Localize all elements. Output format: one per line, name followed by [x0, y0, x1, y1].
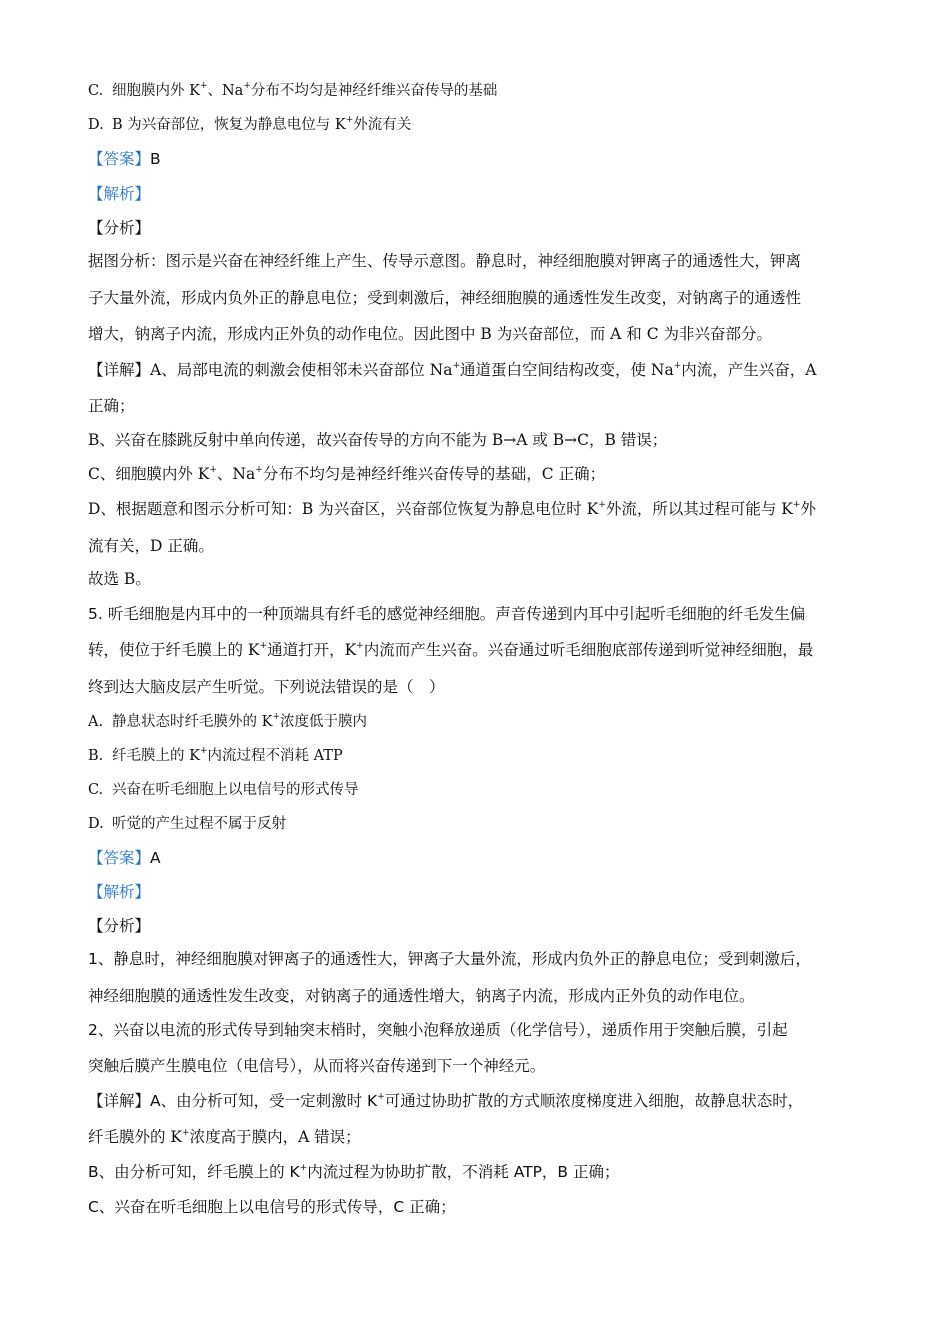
- q5-fenxi-line-2: 神经细胞膜的通透性发生改变，对钠离子的通透性增大，钠离子内流，形成内正外负的动作电位。: [88, 987, 755, 1005]
- q5-option-d: D. 听觉的产生过程不属于反射: [88, 816, 286, 832]
- q5-stem-line-3: 终到达大脑皮层产生听觉。下列说法错误的是（ ）: [88, 678, 445, 696]
- q5-detail-c: C、兴奋在听毛细胞上以电信号的形式传导，C 正确；: [88, 1198, 456, 1216]
- answer-value: B: [150, 150, 161, 168]
- q4-conclusion: 故选 B。: [88, 570, 151, 588]
- q5-detail-b: B、由分析可知，纤毛膜上的 K+内流过程为协助扩散，不消耗 ATP，B 正确；: [88, 1163, 620, 1181]
- q5-jiexi-tag: 【解析】: [88, 883, 151, 901]
- q4-detail-c: C、细胞膜内外 K+、Na+分布不均匀是神经纤维兴奋传导的基础，C 正确；: [88, 465, 606, 483]
- q4-fenxi-line-3: 增大，钠离子内流，形成内正外负的动作电位。因此图中 B 为兴奋部位，而 A 和 C 为非兴奋部分。: [88, 325, 773, 343]
- q5-detail-a-cont: 纤毛膜外的 K+浓度高于膜内，A 错误；: [88, 1128, 361, 1146]
- q5-fenxi-line-1: 1、静息时，神经细胞膜对钾离子的通透性大，钾离子大量外流，形成内负外正的静息电位；受到刺激后，: [88, 950, 811, 968]
- q4-detail-b: B、兴奋在膝跳反射中单向传递，故兴奋传导的方向不能为 B→A 或 B→C，B 错误；: [88, 431, 668, 449]
- q5-detail-a: 【详解】A、由分析可知，受一定刺激时 K+可通过协助扩散的方式顺浓度梯度进入细胞，故静息状态时，: [88, 1092, 804, 1110]
- q4-option-c: C. 细胞膜内外 K+、Na+分布不均匀是神经纤维兴奋传导的基础: [88, 81, 498, 99]
- q4-detail-d-cont: 流有关，D 正确。: [88, 537, 214, 555]
- q5-stem-line-1: 5. 听毛细胞是内耳中的一种顶端具有纤毛的感觉神经细胞。声音传递到内耳中引起听毛细胞的纤毛发生偏: [88, 605, 806, 623]
- q4-fenxi-line-1: 据图分析：图示是兴奋在神经纤维上产生、传导示意图。静息时，神经细胞膜对钾离子的通透性大，钾离: [88, 252, 802, 270]
- q4-answer: [88, 149, 161, 169]
- q5-option-a: A. 静息状态时纤毛膜外的 K+浓度低于膜内: [88, 712, 367, 730]
- answer-value: A: [150, 849, 161, 867]
- q5-fenxi-tag: 【分析】: [88, 917, 151, 935]
- q4-option-d: D. B 为兴奋部位，恢复为静息电位与 K+外流有关: [88, 115, 412, 133]
- q5-option-c: C. 兴奋在听毛细胞上以电信号的形式传导: [88, 782, 359, 798]
- q4-detail-a: 【详解】A、局部电流的刺激会使相邻未兴奋部位 Na+通道蛋白空间结构改变，使 Na+内流，产生兴奋，A: [88, 361, 817, 379]
- answer-tag: 【答案】: [88, 150, 151, 168]
- q5-fenxi-line-3: 2、兴奋以电流的形式传导到轴突末梢时，突触小泡释放递质（化学信号），递质作用于突触后膜，引起: [88, 1021, 788, 1039]
- q4-fenxi-line-2: 子大量外流，形成内负外正的静息电位；受到刺激后，神经细胞膜的通透性发生改变，对钠离子的通透性: [88, 289, 802, 307]
- q4-fenxi-tag: 【分析】: [88, 219, 151, 237]
- q5-answer: [88, 848, 161, 868]
- q4-detail-a-cont: 正确；: [88, 397, 135, 415]
- q5-stem-line-2: 转，使位于纤毛膜上的 K+通道打开，K+内流而产生兴奋。兴奋通过听毛细胞底部传递到听觉神经细胞，最: [88, 641, 814, 659]
- q4-jiexi-tag: 【解析】: [88, 185, 151, 203]
- q4-detail-d: D、根据题意和图示分析可知：B 为兴奋区，兴奋部位恢复为静息电位时 K+外流，所以其过程可能与 K+外: [88, 500, 816, 518]
- answer-tag: 【答案】: [88, 849, 151, 867]
- q5-fenxi-line-4: 突触后膜产生膜电位（电信号），从而将兴奋传递到下一个神经元。: [88, 1057, 546, 1075]
- q5-option-b: B. 纤毛膜上的 K+内流过程不消耗 ATP: [88, 746, 343, 764]
